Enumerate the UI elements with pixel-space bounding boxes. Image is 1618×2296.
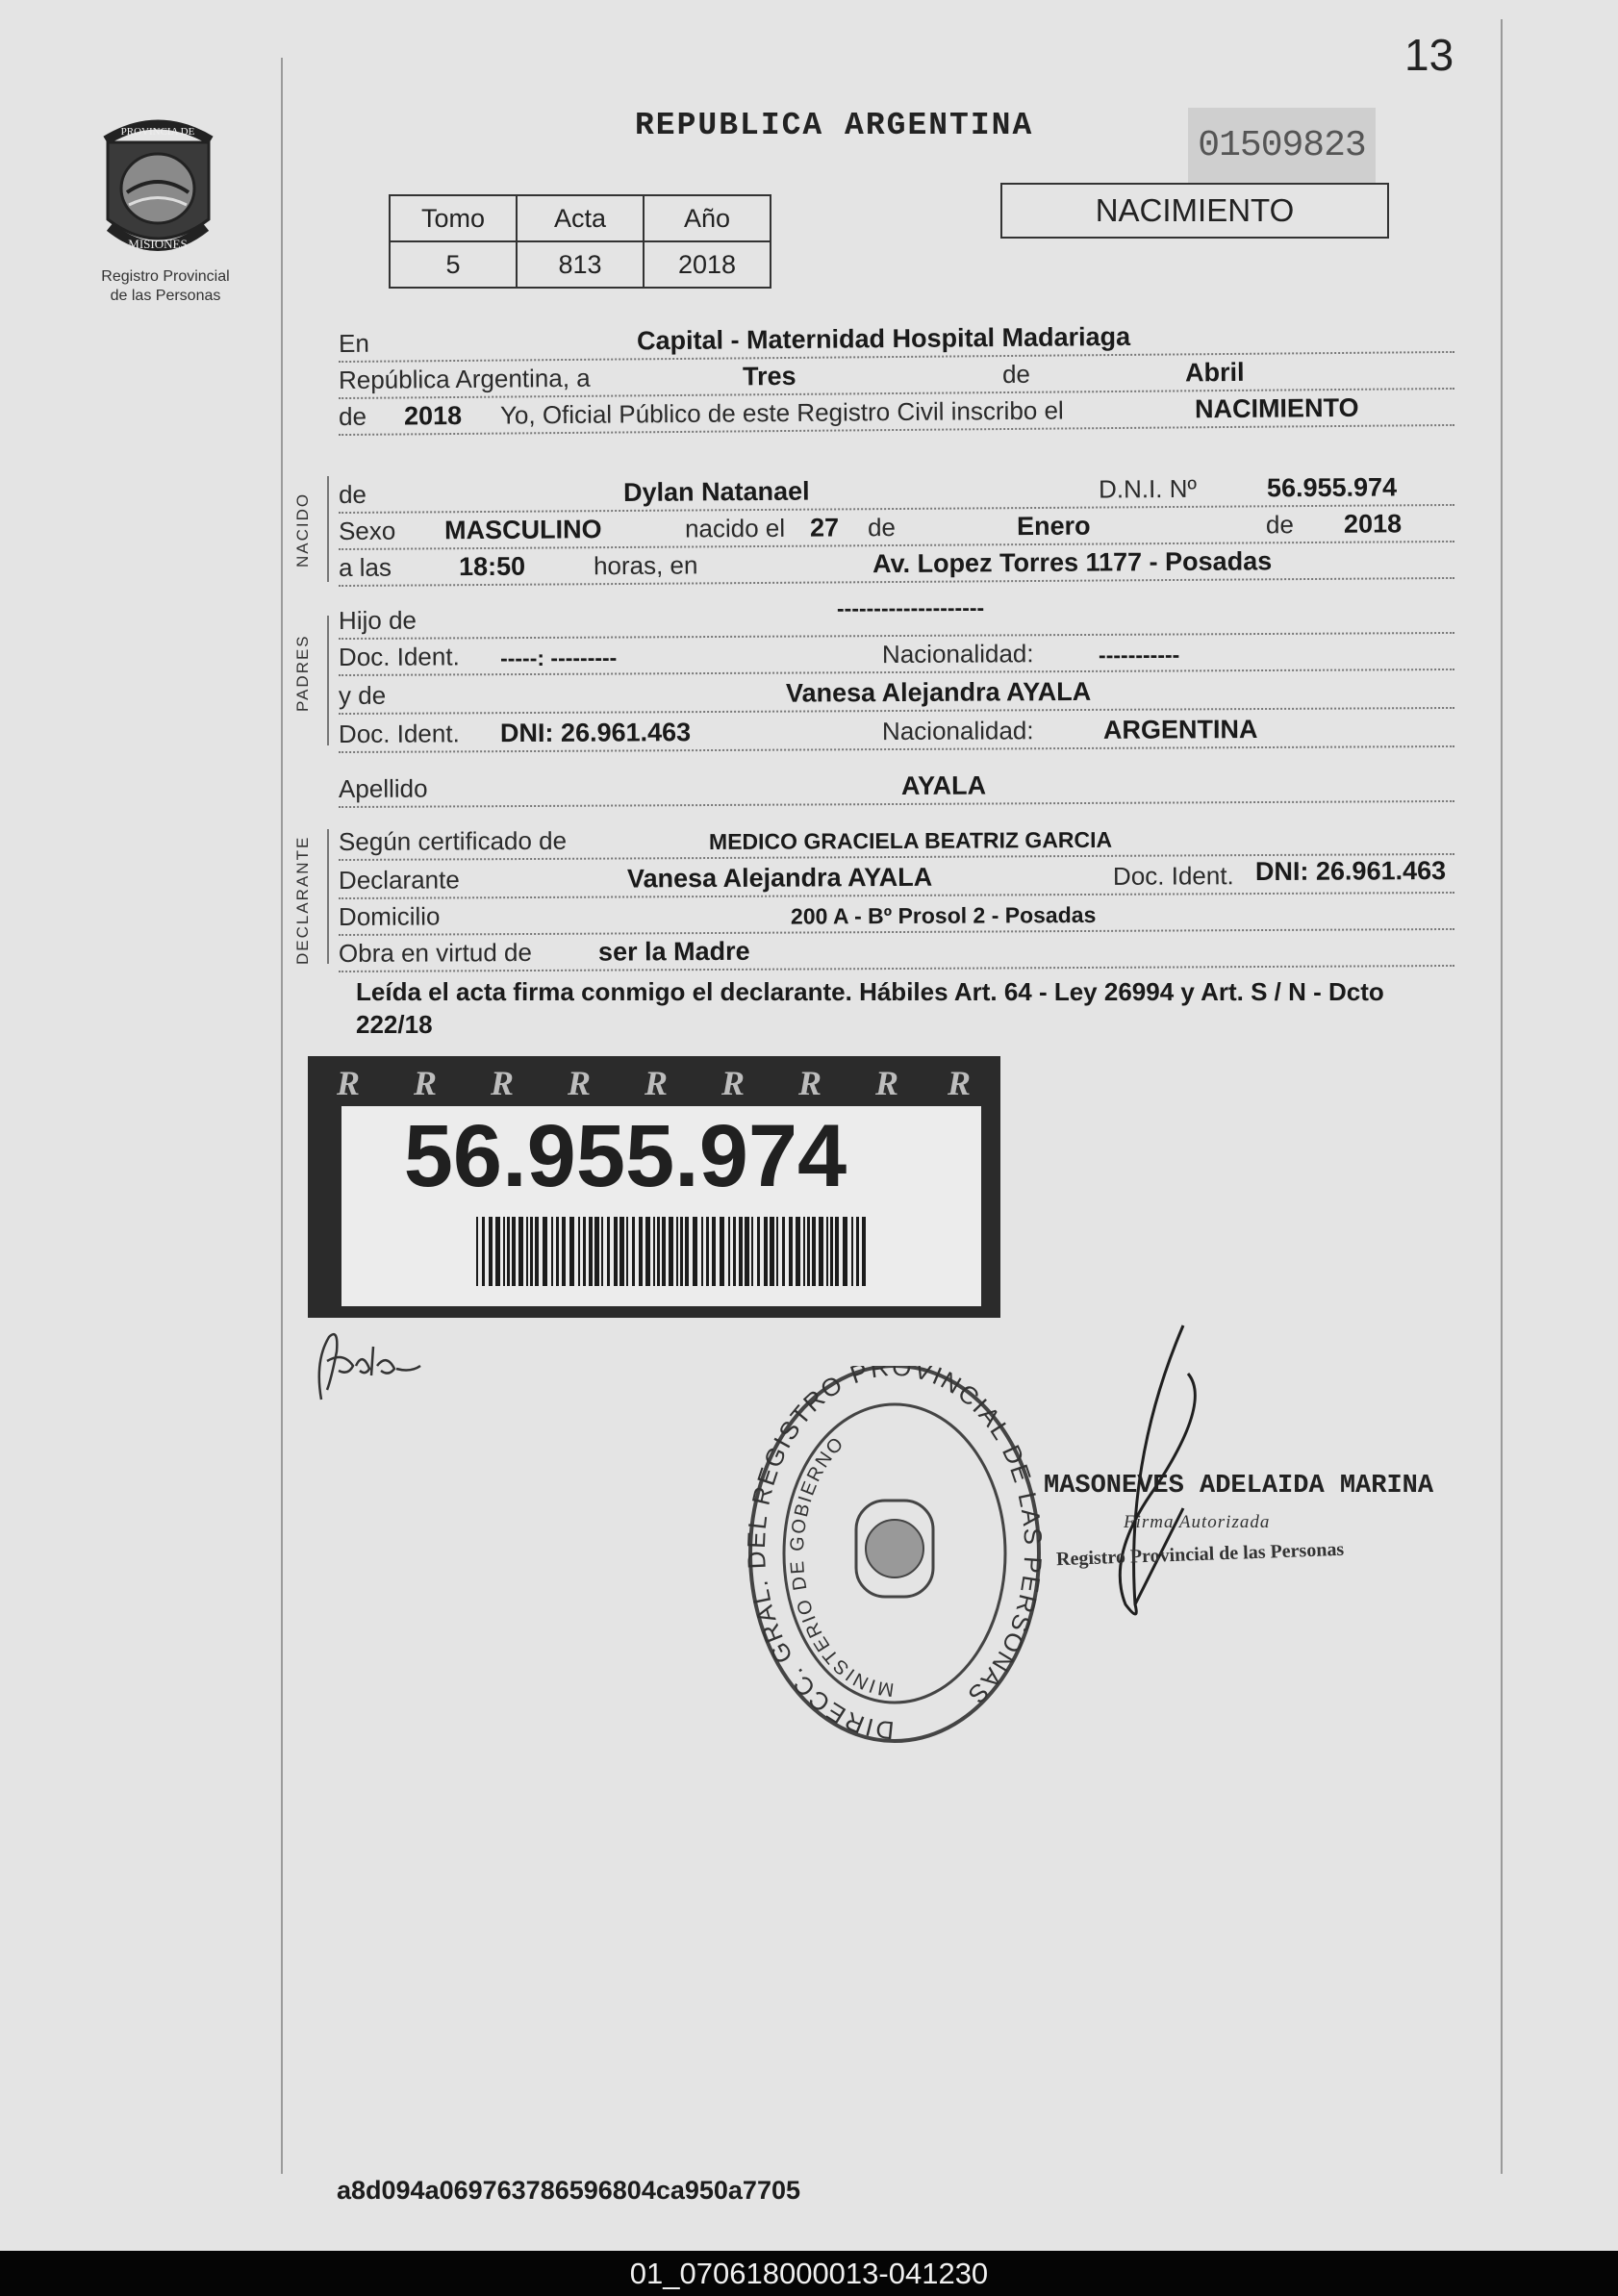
act-type-box: NACIMIENTO xyxy=(1000,183,1389,239)
document-title: REPUBLICA ARGENTINA xyxy=(635,108,1034,143)
barcode-bar xyxy=(693,1217,697,1286)
dni-pattern-letter-8: R xyxy=(875,1064,899,1102)
birth-day: 27 xyxy=(809,513,840,542)
barcode-bar xyxy=(757,1217,760,1286)
birth-place: Av. Lopez Torres 1177 - Posadas xyxy=(872,546,1273,579)
left-margin-line xyxy=(281,58,283,2174)
barcode-bar xyxy=(776,1217,778,1286)
barcode-bars xyxy=(476,1217,871,1286)
logo-top-text: PROVINCIA DE xyxy=(120,126,195,138)
mother-name: Vanesa Alejandra AYALA xyxy=(785,676,1092,708)
de-label-4: de xyxy=(867,513,897,542)
signatory-registry: Registro Provincial de las Personas xyxy=(1055,1538,1345,1571)
barcode-bar xyxy=(856,1217,859,1286)
year-value: 2018 xyxy=(403,400,463,431)
serial-number: 01509823 xyxy=(1188,108,1376,183)
place-value: Capital - Maternidad Hospital Madariaga xyxy=(636,321,1131,356)
child-name: Dylan Natanael xyxy=(622,476,810,507)
right-margin-line xyxy=(1501,19,1503,2174)
barcode-bar xyxy=(578,1217,580,1286)
barcode-bar xyxy=(626,1217,628,1286)
yde-label: y de xyxy=(338,680,387,711)
stamp-inner-text: MINISTERIO DE GOBIERNO xyxy=(786,1432,896,1701)
day-value: Tres xyxy=(742,361,796,391)
de-label-2: de xyxy=(338,401,367,432)
time-label: a las xyxy=(338,552,392,583)
province-coat-of-arms-icon xyxy=(88,114,228,267)
barcode-bar xyxy=(594,1217,599,1286)
cert-value: MEDICO GRACIELA BEATRIZ GARCIA xyxy=(708,826,1113,855)
father-doc: -----: --------- xyxy=(499,644,618,671)
dni-pattern-letter-4: R xyxy=(568,1064,592,1102)
logo-caption xyxy=(69,267,262,306)
registry-header-anio: Año xyxy=(644,195,771,241)
barcode-bar xyxy=(543,1217,547,1286)
mother-doc-label: Doc. Ident. xyxy=(338,719,460,749)
barcode-bar xyxy=(551,1217,553,1286)
logo-bottom-text: MISIONES xyxy=(128,237,188,251)
registry-value-tomo: 5 xyxy=(390,241,517,288)
barcode-bar xyxy=(535,1217,539,1286)
barcode-bar xyxy=(530,1217,533,1286)
reason-label: Obra en virtud de xyxy=(338,937,532,969)
barcode-bar xyxy=(507,1217,510,1286)
barcode-bar xyxy=(657,1217,660,1286)
barcode-bar xyxy=(662,1217,666,1286)
barcode-bar xyxy=(676,1217,678,1286)
barcode-bar xyxy=(482,1217,485,1286)
padres-section-label: PADRES xyxy=(293,634,312,712)
registry-header-tomo: Tomo xyxy=(390,195,517,241)
dni-pattern-letter-3: R xyxy=(491,1064,515,1102)
barcode-bar xyxy=(680,1217,683,1286)
child-dni: 56.955.974 xyxy=(1266,472,1398,503)
hours-label: horas, en xyxy=(593,550,698,581)
hijo-label: Hijo de xyxy=(338,605,417,636)
declarant-doc: DNI: 26.961.463 xyxy=(1254,856,1447,887)
sex-label: Sexo xyxy=(338,516,396,546)
republic-label: República Argentina, a xyxy=(338,363,591,395)
barcode-bar xyxy=(803,1217,805,1286)
barcode-bar xyxy=(601,1217,603,1286)
logo-caption-line-1: Registro Provincial xyxy=(101,268,230,285)
barcode-bar xyxy=(728,1217,730,1286)
dni-pattern-letter-9: R xyxy=(948,1064,972,1102)
line-reason xyxy=(339,926,1454,972)
dni-pattern-letter-6: R xyxy=(721,1064,746,1102)
barcode-bar xyxy=(706,1217,709,1286)
month-value: Abril xyxy=(1184,357,1245,388)
registry-header-acta: Acta xyxy=(517,195,644,241)
mother-doc: DNI: 26.961.463 xyxy=(499,718,692,748)
barcode-bar xyxy=(589,1217,593,1286)
barcode-bar xyxy=(807,1217,810,1286)
barcode-bar xyxy=(556,1217,559,1286)
barcode-bar xyxy=(843,1217,847,1286)
barcode-bar xyxy=(645,1217,650,1286)
barcode-bar xyxy=(812,1217,816,1286)
mother-nationality: ARGENTINA xyxy=(1102,715,1258,744)
barcode-bar xyxy=(495,1217,500,1286)
born-label: nacido el xyxy=(684,513,786,543)
barcode-bar xyxy=(632,1217,635,1286)
padres-bracket xyxy=(327,616,329,745)
footer-id: 01_070618000013-041230 xyxy=(0,2251,1618,2296)
closing-text: Leída el acta firma conmigo el declarante. Hábiles Art. 64 - Ley 26994 y Art. S / N - Dcto 222/18 xyxy=(356,977,1384,1039)
father-nat-label: Nacionalidad: xyxy=(881,639,1034,669)
declarante-section-label: DECLARANTE xyxy=(293,835,312,965)
barcode-bar xyxy=(745,1217,749,1286)
birth-year: 2018 xyxy=(1343,509,1403,539)
de-label-3: de xyxy=(338,479,367,510)
mother-nat-label: Nacionalidad: xyxy=(881,716,1034,746)
barcode-bar xyxy=(639,1217,643,1286)
line-time-place xyxy=(339,539,1454,587)
registry-table xyxy=(389,194,771,289)
sex-value: MASCULINO xyxy=(443,515,602,545)
signatory-name: MASONEVES ADELAIDA MARINA xyxy=(1044,1472,1434,1501)
barcode-bar xyxy=(518,1217,523,1286)
barcode-bar xyxy=(751,1217,753,1286)
declarant-name: Vanesa Alejandra AYALA xyxy=(626,862,933,894)
barcode-bar xyxy=(607,1217,610,1286)
barcode-bar xyxy=(569,1217,574,1286)
barcode-bar xyxy=(796,1217,800,1286)
barcode-bar xyxy=(701,1217,703,1286)
stamp-outer-text: DIRECC. GRAL. DEL REGISTRO PROVINCIAL DE LAS PERSONAS xyxy=(741,1366,1049,1746)
dni-pattern-letter-7: R xyxy=(798,1064,822,1102)
barcode-bar xyxy=(489,1217,493,1286)
barcode-bar xyxy=(819,1217,823,1286)
stamp-emblem-icon xyxy=(856,1501,933,1597)
line-mother-doc xyxy=(339,707,1454,753)
barcode-bar xyxy=(862,1217,866,1286)
birth-month: Enero xyxy=(1016,511,1091,542)
barcode-bar xyxy=(789,1217,793,1286)
dni-pattern-letter-1: R xyxy=(337,1064,361,1102)
barcode-bar xyxy=(685,1217,689,1286)
father-doc-label: Doc. Ident. xyxy=(338,642,460,672)
barcode-bar xyxy=(851,1217,853,1286)
barcode-bar xyxy=(764,1217,768,1286)
line-year xyxy=(339,386,1454,436)
logo-caption-line-2: de las Personas xyxy=(110,288,221,304)
barcode-bar xyxy=(733,1217,736,1286)
document-hash: a8d094a069763786596804ca950a7705 xyxy=(337,2176,800,2205)
father-name: -------------------- xyxy=(836,594,985,621)
father-nationality: ----------- xyxy=(1098,642,1180,668)
page-number: 13 xyxy=(1404,30,1454,80)
dni-label: D.N.I. Nº xyxy=(1098,473,1198,504)
declarante-bracket xyxy=(327,829,329,964)
barcode-bar xyxy=(770,1217,774,1286)
barcode-bar xyxy=(583,1217,586,1286)
nacido-section-label: NACIDO xyxy=(293,492,312,568)
declarant-doc-label: Doc. Ident. xyxy=(1112,861,1234,891)
address-value: 200 A - Bº Prosol 2 - Posadas xyxy=(790,901,1097,929)
barcode-bar xyxy=(782,1217,785,1286)
barcode-bar xyxy=(619,1217,624,1286)
barcode-bar xyxy=(614,1217,618,1286)
declarant-signature xyxy=(310,1323,425,1414)
statement-text: Yo, Oficial Público de este Registro Civil inscribo el xyxy=(499,395,1064,430)
barcode-bar xyxy=(653,1217,655,1286)
barcode-bar xyxy=(826,1217,828,1286)
barcode-bar xyxy=(562,1217,566,1286)
barcode-bar xyxy=(476,1217,478,1286)
barcode-bar xyxy=(720,1217,724,1286)
signatory-role: Firma Autorizada xyxy=(1124,1512,1271,1532)
barcode-bar xyxy=(712,1217,716,1286)
cert-label: Según certificado de xyxy=(338,825,568,857)
barcode xyxy=(476,1217,871,1286)
en-label: En xyxy=(338,328,369,359)
address-label: Domicilio xyxy=(338,901,441,932)
surname-value: AYALA xyxy=(900,770,987,800)
de-label-1: de xyxy=(1001,359,1031,390)
barcode-bar xyxy=(669,1217,673,1286)
surname-label: Apellido xyxy=(338,773,428,804)
reason-value: ser la Madre xyxy=(597,936,750,967)
registry-value-acta: 813 xyxy=(517,241,644,288)
dni-label-number: 56.955.974 xyxy=(403,1107,847,1205)
barcode-bar xyxy=(526,1217,528,1286)
act-value: NACIMIENTO xyxy=(1194,392,1359,424)
registry-value-anio: 2018 xyxy=(644,241,771,288)
official-stamp xyxy=(741,1366,1049,1755)
barcode-bar xyxy=(739,1217,743,1286)
barcode-bar xyxy=(835,1217,839,1286)
de-label-5: de xyxy=(1265,510,1295,540)
declarant-label: Declarante xyxy=(338,865,460,896)
dni-pattern-letter-2: R xyxy=(414,1064,438,1102)
barcode-bar xyxy=(503,1217,505,1286)
line-surname xyxy=(339,762,1454,808)
barcode-bar xyxy=(830,1217,833,1286)
birth-time: 18:50 xyxy=(458,551,526,582)
dni-pattern-letter-5: R xyxy=(645,1064,669,1102)
barcode-bar xyxy=(512,1217,516,1286)
nacido-bracket xyxy=(327,476,329,582)
